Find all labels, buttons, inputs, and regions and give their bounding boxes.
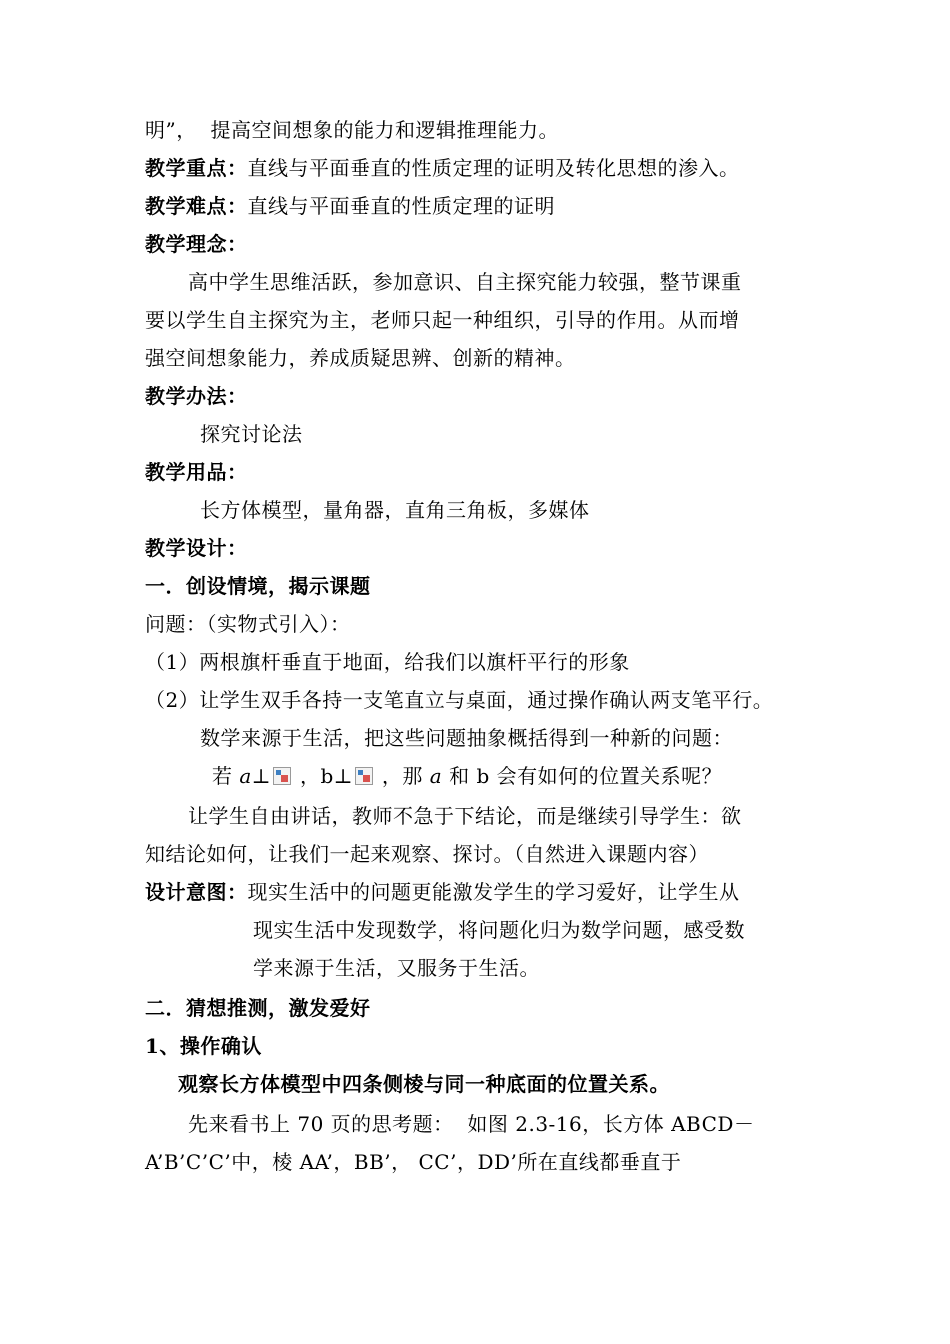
section-heading: 教学办法： [145, 384, 248, 408]
subsection-heading: 1、操作确认 [145, 1034, 262, 1058]
list-item: （1）两根旗杆垂直于地面，给我们以旗杆平行的形象 [145, 650, 630, 674]
paragraph-line: 现实生活中发现数学，将问题化归为数学问题，感受数 [253, 918, 745, 942]
paragraph-line: 探究讨论法 [200, 422, 303, 446]
text-line [145, 878, 740, 906]
emphasis-line: 观察长方体模型中四条侧棱与同一种底面的位置关系。 [178, 1072, 670, 1096]
paragraph-line: 长方体模型，量角器，直角三角板，多媒体 [200, 498, 590, 522]
paragraph-line: A’B’C’C’中，棱 AA’，BB’， CC’，DD’所在直线都垂直于 [145, 1150, 682, 1174]
text-line: 明”， 提高空间想象的能力和逻辑推理能力。 [145, 118, 559, 142]
text-line [145, 154, 740, 182]
math-text: ，那 [375, 764, 430, 788]
section-text: 直线与平面垂直的性质定理的证明及转化思想的渗入。 [247, 156, 740, 180]
paragraph-line: 要以学生自主探究为主，老师只起一种组织，引导的作用。从而增 [145, 308, 740, 332]
section-label: 设计意图： [145, 880, 248, 904]
subsection-heading: 一．创设情境，揭示课题 [145, 574, 371, 598]
math-line [212, 762, 722, 790]
math-text: 和 b 会有如何的位置关系呢？ [442, 764, 723, 788]
paragraph-line: 让学生自由讲话，教师不急于下结论，而是继续引导学生：欲 [188, 804, 742, 828]
section-text: 直线与平面垂直的性质定理的证明 [247, 194, 555, 218]
section-heading: 教学用品： [145, 460, 248, 484]
section-label: 教学难点： [145, 194, 248, 218]
section-label: 教学重点： [145, 156, 248, 180]
text-line [145, 192, 555, 220]
broken-image-icon [355, 767, 373, 785]
math-text: ⊥ [251, 764, 272, 788]
paragraph-line: 知结论如何，让我们一起来观察、探讨。（自然进入课题内容） [145, 842, 709, 866]
math-text: ，b⊥ [293, 764, 354, 788]
paragraph-line: 学来源于生活，又服务于生活。 [253, 956, 540, 980]
paragraph-line: 高中学生思维活跃，参加意识、自主探究能力较强，整节课重 [188, 270, 742, 294]
list-item: （2）让学生双手各持一支笔直立与桌面，通过操作确认两支笔平行。 [145, 688, 774, 712]
broken-image-icon [273, 767, 291, 785]
math-variable: a [429, 764, 443, 788]
section-text: 现实生活中的问题更能激发学生的学习爱好，让学生从 [247, 880, 740, 904]
paragraph-line: 先来看书上 70 页的思考题： 如图 2.3-16，长方体 ABCD－ [188, 1112, 755, 1136]
section-heading: 教学理念： [145, 232, 248, 256]
section-heading: 教学设计： [145, 536, 248, 560]
subsection-heading: 二．猜想推测，激发爱好 [145, 996, 371, 1020]
paragraph-line: 强空间想象能力，养成质疑思辨、创新的精神。 [145, 346, 576, 370]
paragraph-line: 数学来源于生活，把这些问题抽象概括得到一种新的问题： [200, 726, 733, 750]
paragraph-line: 问题：（实物式引入）： [145, 612, 351, 636]
math-text: 若 [212, 764, 240, 788]
math-variable: a [239, 764, 252, 788]
